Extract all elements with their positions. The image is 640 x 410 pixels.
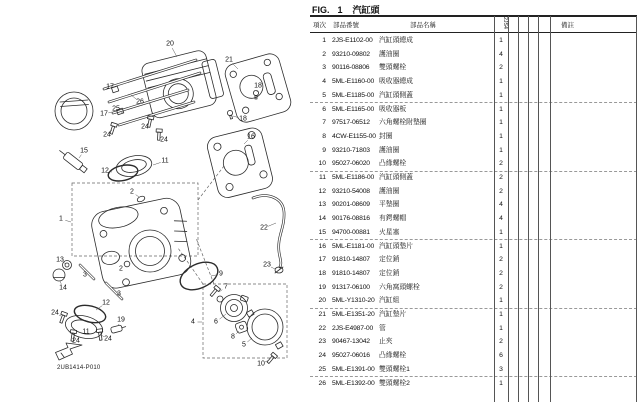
callout-label: 17 [100,110,108,118]
callout-label: 5 [242,341,246,349]
header-item: 項次 [313,22,326,29]
callout-leader-line [271,267,275,269]
callout-label: 15 [80,147,88,155]
cell-qty: 2 [499,64,503,72]
cell-item-no: 10 [318,160,326,168]
header-top-rule [310,15,637,17]
cell-item-no: 17 [318,256,326,264]
bolt-10 [266,352,278,364]
callout-leader-line [60,281,61,284]
cell-item-no: 3 [322,64,326,72]
fig-label: FIG. [312,5,330,15]
cell-part-no: 5ML-E1392-00 [332,379,375,387]
callout-label: 8 [231,333,235,341]
group-separator [310,171,637,172]
cell-qty: 1 [499,105,503,113]
table-row [310,103,637,117]
hose-clamp-23 [275,267,283,273]
cell-remark [552,157,636,171]
cell-qty: 2 [499,160,503,168]
callout-label: 24 [103,131,111,139]
cell-part-no: 5ML-E1181-00 [332,242,375,250]
cell-part-no: 90201-08609 [332,201,370,209]
callout-label: 24 [160,136,168,144]
cell-remark [552,185,636,199]
callout-leader-line [247,338,252,342]
callout-label: 17 [106,83,114,91]
table-row [310,116,637,130]
callout-label: 24 [141,123,149,131]
cell-part-name: 汽缸頭側蓋 [379,174,413,181]
table-row [310,185,637,199]
cell-item-no: 18 [318,269,326,277]
callout-label: 12 [101,167,109,175]
cell-qty: 1 [499,379,503,387]
callout-label: 18 [254,82,262,90]
cell-qty: 1 [499,311,503,318]
cell-part-name: 雙頭螺栓 [379,64,407,72]
header-model-code: 2JS4 [502,17,508,29]
cell-qty: 4 [499,50,503,58]
table-row [310,34,637,48]
table-row [310,281,637,295]
valve-body-6 [221,295,249,322]
table-row [310,240,637,254]
cell-part-no: 5ML-E1160-00 [332,78,375,86]
callout-label: 2 [130,188,134,196]
cell-qty: 1 [499,324,503,332]
cell-item-no: 8 [322,132,326,140]
cell-remark [552,240,636,254]
cell-qty: 1 [499,242,503,250]
cell-qty: 1 [499,37,503,44]
group-separator [310,239,637,240]
cell-qty: 2 [499,174,503,181]
cell-part-name: 汽缸組 [379,297,400,305]
column-divider [518,16,519,402]
cell-part-name: 平墊圈 [379,201,400,209]
cover-5 [246,309,283,349]
cell-part-no: 5ML-E1185-00 [332,91,375,99]
cap-14 [53,269,65,281]
cell-remark [552,335,636,349]
callout-leader-line [136,195,139,197]
callout-label: 24 [51,309,59,317]
cell-part-no: 93210-54008 [332,187,370,195]
column-divider [550,16,551,402]
cell-part-name: 雙頭螺栓1 [379,365,410,373]
header-remarks: 備註 [561,22,574,29]
cell-qty: 2 [499,283,503,291]
callout-leader-line [153,162,161,165]
table-row [310,335,637,349]
cell-part-name: 有鍔螺帽 [379,215,407,223]
table-row [310,253,637,267]
header-part-name: 部品名稱 [410,22,436,29]
callout-label: 1 [59,215,63,223]
drawing-code: 2UB1414-P010 [57,365,101,371]
table-row [310,267,637,281]
cell-remark [552,75,636,89]
cell-part-no: 90116-08806 [332,64,370,72]
cell-item-no: 20 [318,297,326,305]
callout-leader-line [232,63,238,69]
callout-label: 24 [104,335,112,343]
cell-part-name: 雙頭螺栓2 [379,379,410,387]
callout-leader-line [233,116,239,118]
group-separator [310,102,637,103]
cell-item-no: 14 [318,215,326,223]
cell-qty: 1 [499,91,503,99]
cell-remark [552,377,636,391]
cell-part-name: 吸收器板 [379,105,407,113]
cell-remark [552,363,636,377]
callout-leader-line [79,155,81,158]
table-row [310,349,637,363]
table-row [310,157,637,171]
cell-part-name: 護油圈 [379,50,400,58]
column-divider [636,16,637,402]
cell-part-no: 5ML-E1351-20 [332,311,375,318]
cell-qty: 3 [499,365,503,373]
table-row [310,377,637,391]
callout-label: 11 [82,328,90,336]
column-divider [508,16,509,402]
callout-leader-line [65,220,71,222]
cell-item-no: 11 [318,174,326,181]
callout-label: 16 [247,133,255,141]
group-separator [310,376,637,377]
cell-qty: 2 [499,256,503,264]
callout-label: 23 [263,261,271,269]
header-bottom-rule [310,32,637,33]
oring-9 [176,257,222,296]
bolt-7 [209,285,223,302]
table-row [310,363,637,377]
callout-leader-line [268,223,276,226]
callout-leader-line [59,315,61,316]
cell-part-no: 93210-09802 [332,50,370,58]
callout-label: 13 [56,256,64,264]
cell-part-name: 凸緣螺栓 [379,352,407,360]
cell-part-no: 97517-06512 [332,119,370,127]
cell-remark [552,103,636,117]
cell-item-no: 23 [318,338,326,346]
cell-part-name: 管 [379,324,386,332]
cell-qty: 4 [499,215,503,223]
column-divider [528,16,529,402]
cell-item-no: 13 [318,201,326,209]
cell-part-no: 95027-06020 [332,160,370,168]
parts-table [310,0,640,410]
table-row [310,171,637,185]
cell-part-name: 護油圈 [379,187,400,195]
cell-part-no: 4CW-E1155-00 [332,132,376,140]
callout-label: 3 [117,290,121,298]
cell-item-no: 22 [318,324,326,332]
head-gasket [205,126,274,200]
callout-leader-line [244,140,248,144]
callout-label: 14 [59,284,67,292]
cell-part-name: 汽缸頭總成 [379,37,413,44]
table-row [310,144,637,158]
cell-item-no: 25 [318,365,326,373]
cell-remark [552,130,636,144]
table-row [310,130,637,144]
cell-qty: 1 [499,132,503,140]
cell-part-name: 封圈 [379,132,393,140]
cell-qty: 1 [499,297,503,305]
cell-part-no: 91810-14807 [332,269,370,277]
cell-part-name: 汽缸頭側蓋 [379,91,413,99]
figure-title [312,3,380,15]
callout-label: 2 [119,265,123,273]
cell-part-name: 定位銷 [379,269,400,277]
table-row [310,226,637,240]
cell-item-no: 6 [322,105,326,113]
cell-part-name: 六角窩頭螺栓 [379,283,420,291]
callout-label: 26 [136,98,144,106]
cell-item-no: 12 [318,187,326,195]
flange-bolt [96,329,104,341]
callout-label: 21 [225,56,233,64]
callout-label: 18 [239,115,247,123]
cell-remark [552,144,636,158]
table-row [310,48,637,62]
cell-remark [552,349,636,363]
callout-label: 12 [102,299,110,307]
callout-label: 25 [112,105,120,113]
callout-label: 7 [224,283,228,291]
cell-item-no: 2 [322,50,326,58]
piston [55,92,93,130]
cell-remark [552,267,636,281]
cell-part-no: 93210-71803 [332,146,370,154]
column-divider [538,16,539,402]
cell-item-no: 7 [322,119,326,127]
cell-part-no: 2JS-E4987-00 [332,324,374,332]
cell-part-no: 95027-06016 [332,352,370,360]
callout-label: 22 [260,224,268,232]
fig-name: 汽缸頭 [352,5,380,15]
cell-part-no: 90176-08816 [332,215,370,223]
callout-label: 4 [191,318,195,326]
cell-remark [552,61,636,75]
cell-item-no: 26 [318,379,326,387]
cell-part-no: 94700-00881 [332,228,370,236]
cell-qty: 2 [499,338,503,346]
callout-label: 11 [161,157,169,165]
cell-remark [552,226,636,240]
cell-item-no: 19 [318,283,326,291]
cylinder-studs [104,60,200,125]
cell-part-name: 止夾 [379,338,393,346]
table-row [310,212,637,226]
column-divider [494,16,495,402]
callout-label: 10 [257,360,265,368]
cell-part-no: 5ML-E1391-00 [332,365,375,373]
small-oring-2 [124,261,130,267]
cell-part-no: 91810-14807 [332,256,370,264]
cell-qty: 2 [499,269,503,277]
plug-bolt [227,110,234,120]
cell-item-no: 21 [318,311,326,318]
cell-part-no: 90467-13042 [332,338,370,346]
table-row [310,75,637,89]
cell-part-no: 91317-06100 [332,283,370,291]
exploded-diagram [0,0,312,410]
callout-label: 24 [72,337,80,345]
diagram-svg [0,0,312,410]
cell-part-name: 汽缸頭墊片 [379,242,413,250]
cell-qty: 1 [499,146,503,154]
cell-part-name: 護油圈 [379,146,400,154]
table-row [310,322,637,336]
cell-item-no: 15 [318,228,326,236]
table-row [310,294,637,308]
cell-item-no: 9 [322,146,326,154]
cell-remark [552,253,636,267]
group-separator [310,308,637,309]
table-row [310,198,637,212]
cell-remark [552,34,636,48]
cell-remark [552,322,636,336]
cell-item-no: 24 [318,352,326,360]
cell-part-name: 吸收器總成 [379,78,413,86]
cylinder-block [140,47,225,119]
cell-remark [552,198,636,212]
table-row [310,89,637,103]
table-row [310,308,637,322]
cell-qty: 1 [499,78,503,86]
cell-remark [552,294,636,308]
callout-label: 20 [166,40,174,48]
cell-part-no: 5ML-E1165-00 [332,105,375,113]
cell-item-no: 4 [322,78,326,86]
table-row [310,61,637,75]
cell-remark [552,308,636,322]
cell-qty: 6 [499,352,503,360]
upper-side-cover [107,152,154,183]
cell-qty: 1 [499,228,503,236]
callout-label: 9 [219,270,223,278]
cell-remark [552,281,636,295]
cell-remark [552,89,636,103]
cell-qty: 1 [499,119,503,127]
cell-part-name: 六角螺栓附墊圈 [379,119,427,127]
callout-label: 6 [214,318,218,326]
callout-leader-line [172,48,177,57]
cell-remark [552,212,636,226]
cell-remark [552,171,636,185]
cell-remark [552,48,636,62]
cell-part-name: 火星塞 [379,228,400,236]
callout-label: 3 [83,271,87,279]
callout-label: 19 [117,316,125,324]
cell-item-no: 5 [322,91,326,99]
cell-part-name: 定位銷 [379,256,400,264]
fig-number: 1 [337,5,343,15]
cell-qty: 4 [499,201,503,209]
fwd-arrow [56,343,83,360]
header-part-no: 部品番號 [333,22,359,29]
cell-qty: 2 [499,187,503,195]
cell-item-no: 16 [318,242,326,250]
part-8 [235,321,249,334]
cell-part-name: 凸緣螺栓 [379,160,407,168]
cell-part-no: 5ML-E1186-00 [332,174,375,181]
cell-part-no: 5ML-Y1310-20 [332,297,375,305]
cell-part-name: 汽缸墊片 [379,311,407,318]
cell-part-no: 2JS-E1102-00 [332,37,373,44]
cell-item-no: 1 [322,37,326,44]
cell-remark [552,116,636,130]
